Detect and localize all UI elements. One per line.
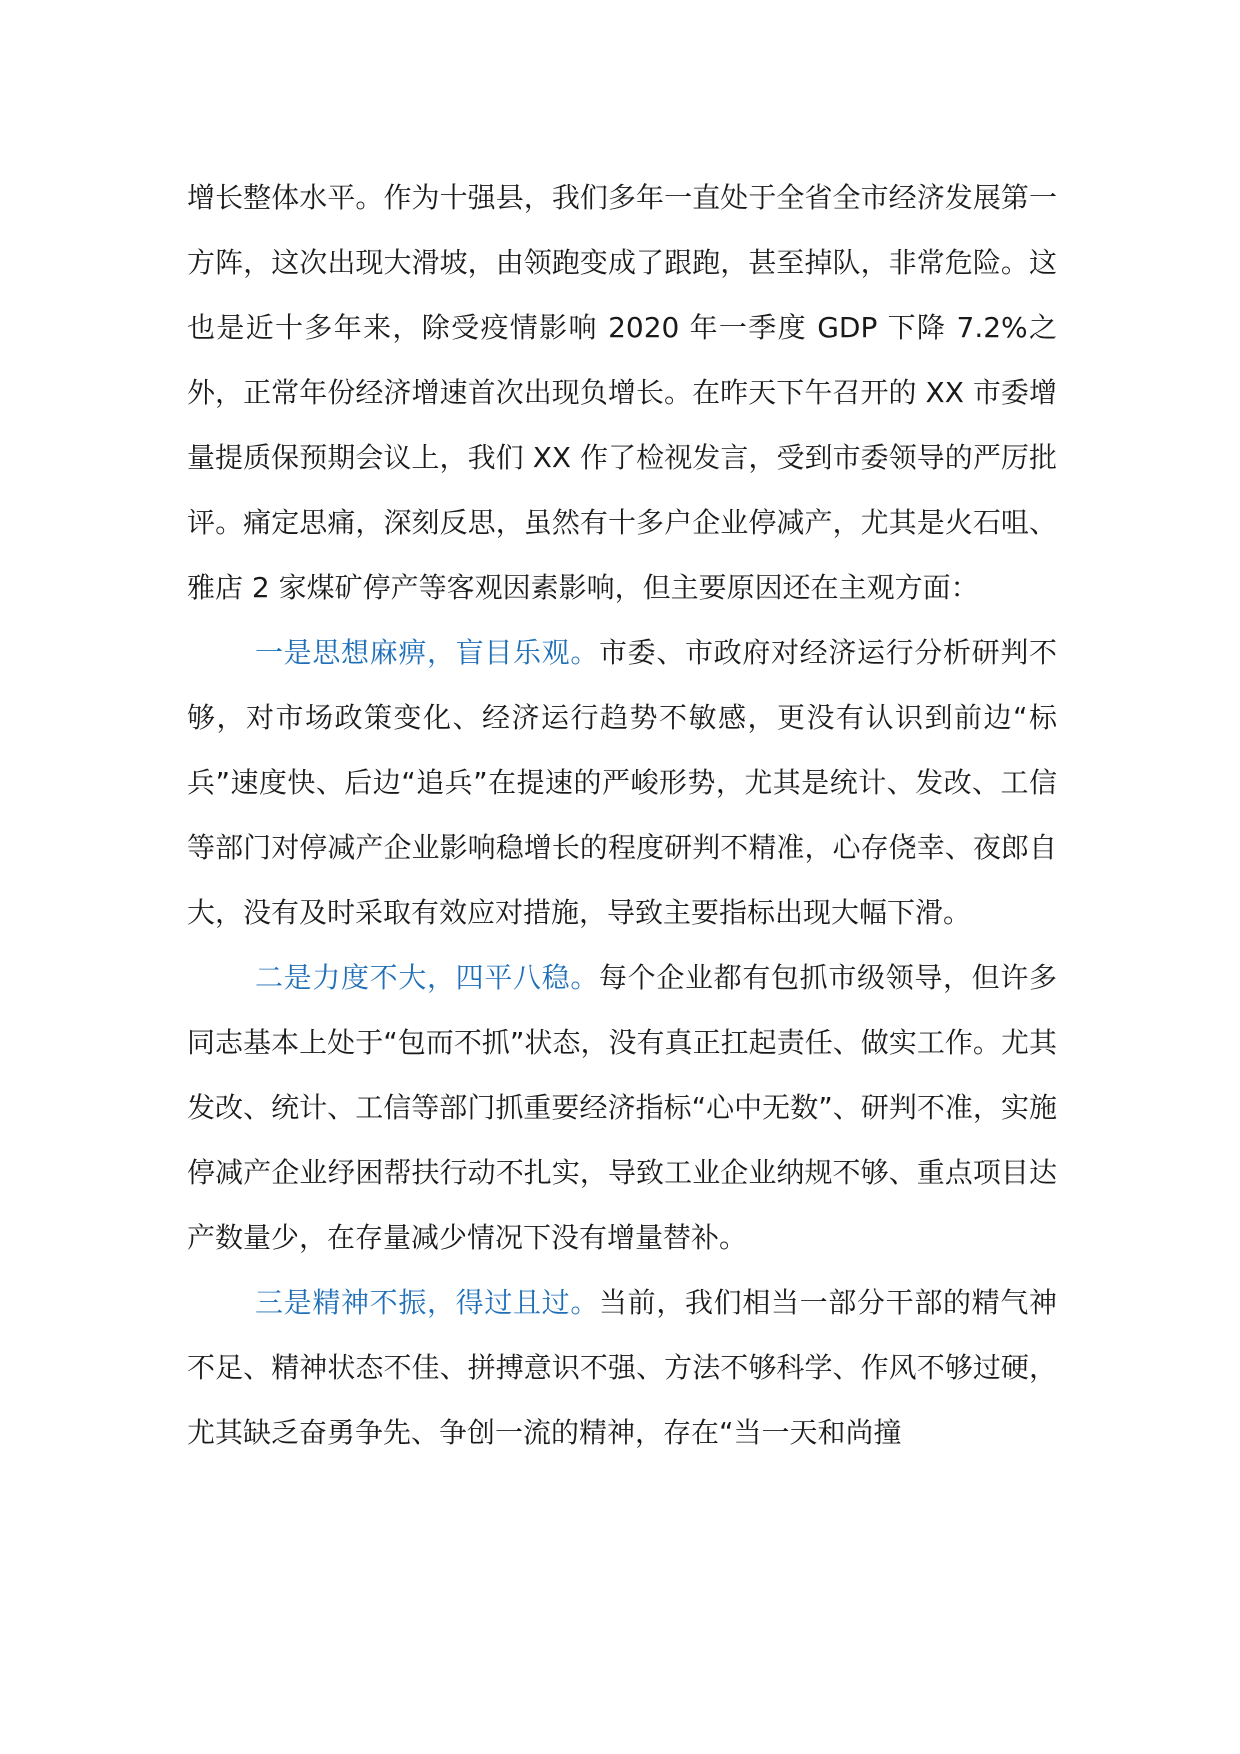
paragraph-point-three — [187, 1270, 1057, 1465]
paragraph-body: 增长整体水平。作为十强县，我们多年一直处于全省全市经济发展第一方阵，这次出现大滑坡，由领跑变成了跟跑，甚至掉队，非常危险。这也是近十多年来，除受疫情影响 2020 年一季度 GDP 下降 7.2%之外，正常年份经济增速首次出现负增长。在昨天下午召开的 XX 市委增量提质保预期会议上，我们 XX 作了检视发言，受到市委领导的严厉批评。痛定思痛，深刻反思，虽然有十多户企业停减产，尤其是火石咀、雅店 2 家煤矿停产等客观因素影响，但主要原因还在主观方面： — [187, 181, 1057, 604]
paragraph-body: 当前，我们相当一部分干部的精气神不足、精神状态不佳、拼搏意识不强、方法不够科学、作风不够过硬，尤其缺乏奋勇争先、争创一流的精神，存在“当一天和尚撞 — [187, 1286, 1057, 1449]
paragraph-point-two — [187, 945, 1057, 1270]
paragraph-body: 每个企业都有包抓市级领导，但许多同志基本上处于“包而不抓”状态，没有真正扛起责任、做实工作。尤其发改、统计、工信等部门抓重要经济指标“心中无数”、研判不准，实施停减产企业纾困帮扶行动不扎实，导致工业企业纳规不够、重点项目达产数量少，在存量减少情况下没有增量替补。 — [187, 961, 1057, 1254]
document-page — [187, 165, 1057, 1465]
paragraph-point-one — [187, 620, 1057, 945]
paragraph-heading: 二是力度不大，四平八稳。 — [255, 961, 599, 994]
paragraph-heading: 一是思想麻痹，盲目乐观。 — [255, 636, 599, 669]
paragraph-body: 市委、市政府对经济运行分析研判不够，对市场政策变化、经济运行趋势不敏感，更没有认识到前边“标兵”速度快、后边“追兵”在提速的严峻形势，尤其是统计、发改、工信等部门对停减产企业影响稳增长的程度研判不精准，心存侥幸、夜郎自大，没有及时采取有效应对措施，导致主要指标出现大幅下滑。 — [187, 636, 1057, 929]
paragraph-heading: 三是精神不振，得过且过。 — [255, 1286, 599, 1319]
paragraph-intro — [187, 165, 1057, 620]
